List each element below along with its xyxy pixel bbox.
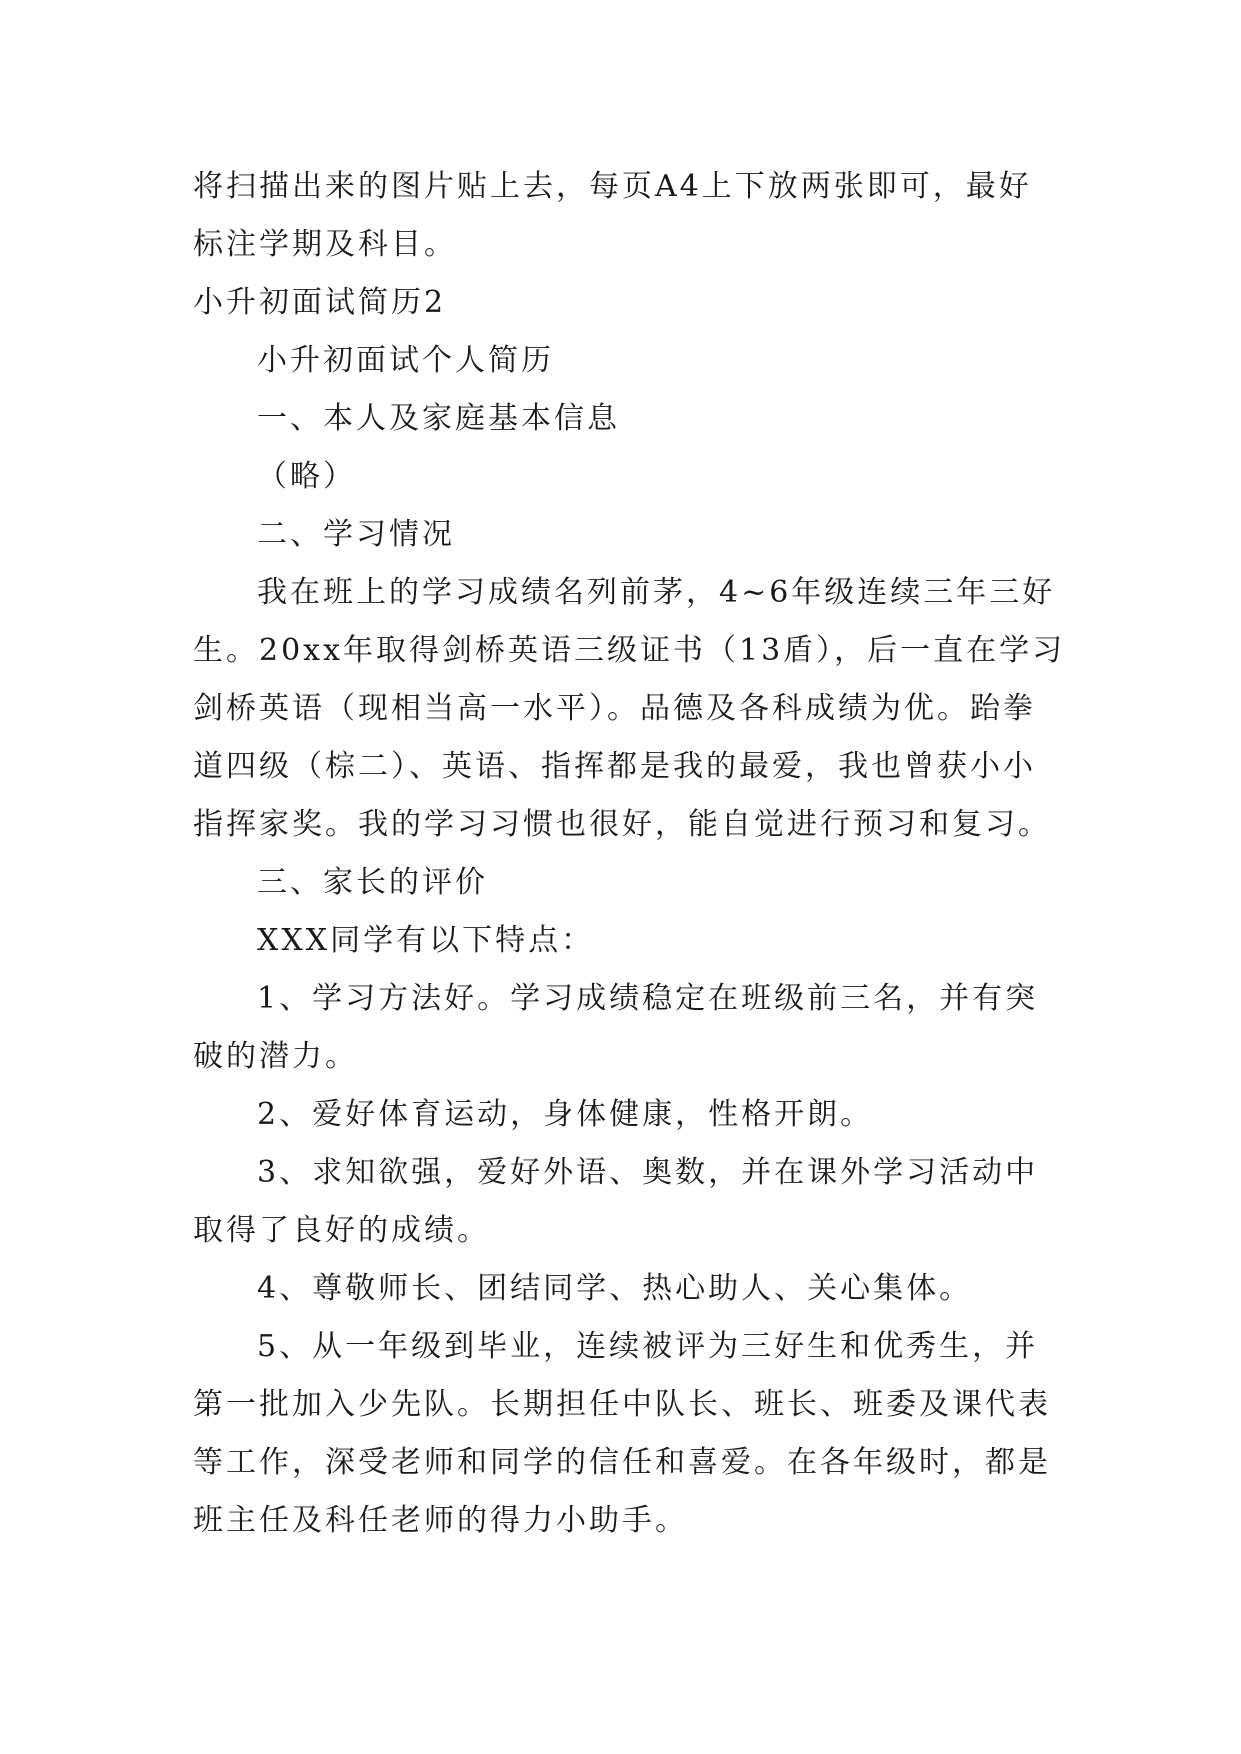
list-item-continuation: 第一批加入少先队。长期担任中队长、班长、班委及课代表 [193, 1387, 1051, 1422]
paragraph-line: XXX同学有以下特点： [257, 923, 595, 958]
paragraph-line: 道四级（棕二）、英语、指挥都是我的最爱，我也曾获小小 [193, 749, 1036, 784]
text-line: 标注学期及科目。 [193, 227, 457, 262]
list-item: 1、学习方法好。学习成绩稳定在班级前三名，并有突 [257, 981, 1039, 1016]
paragraph-line: 剑桥英语（现相当高一水平）。品德及各科成绩为优。跆拳 [193, 691, 1036, 726]
resume-title: 小升初面试个人简历 [257, 343, 554, 378]
omitted-note: （略） [257, 459, 356, 494]
paragraph-line: 指挥家奖。我的学习习惯也很好，能自觉进行预习和复习。 [193, 807, 1051, 842]
list-item-continuation: 班主任及科任老师的得力小助手。 [193, 1503, 688, 1538]
list-item: 5、从一年级到毕业，连续被评为三好生和优秀生，并 [257, 1329, 1039, 1364]
list-item-continuation: 取得了良好的成绩。 [193, 1213, 490, 1248]
paragraph-line: 生。20xx年取得剑桥英语三级证书（13盾），后一直在学习 [193, 633, 1066, 668]
list-item-continuation: 破的潜力。 [193, 1039, 358, 1074]
text-line: 将扫描出来的图片贴上去，每页A4上下放两张即可，最好 [193, 169, 1032, 204]
list-item: 3、求知欲强，爱好外语、奥数，并在课外学习活动中 [257, 1155, 1039, 1190]
list-item: 2、爱好体育运动，身体健康，性格开朗。 [257, 1097, 874, 1132]
section-heading-basic-info: 一、本人及家庭基本信息 [257, 401, 620, 436]
section-heading-parent-review: 三、家长的评价 [257, 865, 488, 900]
list-item-continuation: 等工作，深受老师和同学的信任和喜爱。在各年级时，都是 [193, 1445, 1051, 1480]
section-heading-study: 二、学习情况 [257, 517, 455, 552]
section-title: 小升初面试简历2 [193, 285, 447, 320]
paragraph-line: 我在班上的学习成绩名列前茅，4~6年级连续三年三好 [257, 575, 1056, 610]
document-body [193, 158, 1073, 1550]
list-item: 4、尊敬师长、团结同学、热心助人、关心集体。 [257, 1271, 973, 1306]
